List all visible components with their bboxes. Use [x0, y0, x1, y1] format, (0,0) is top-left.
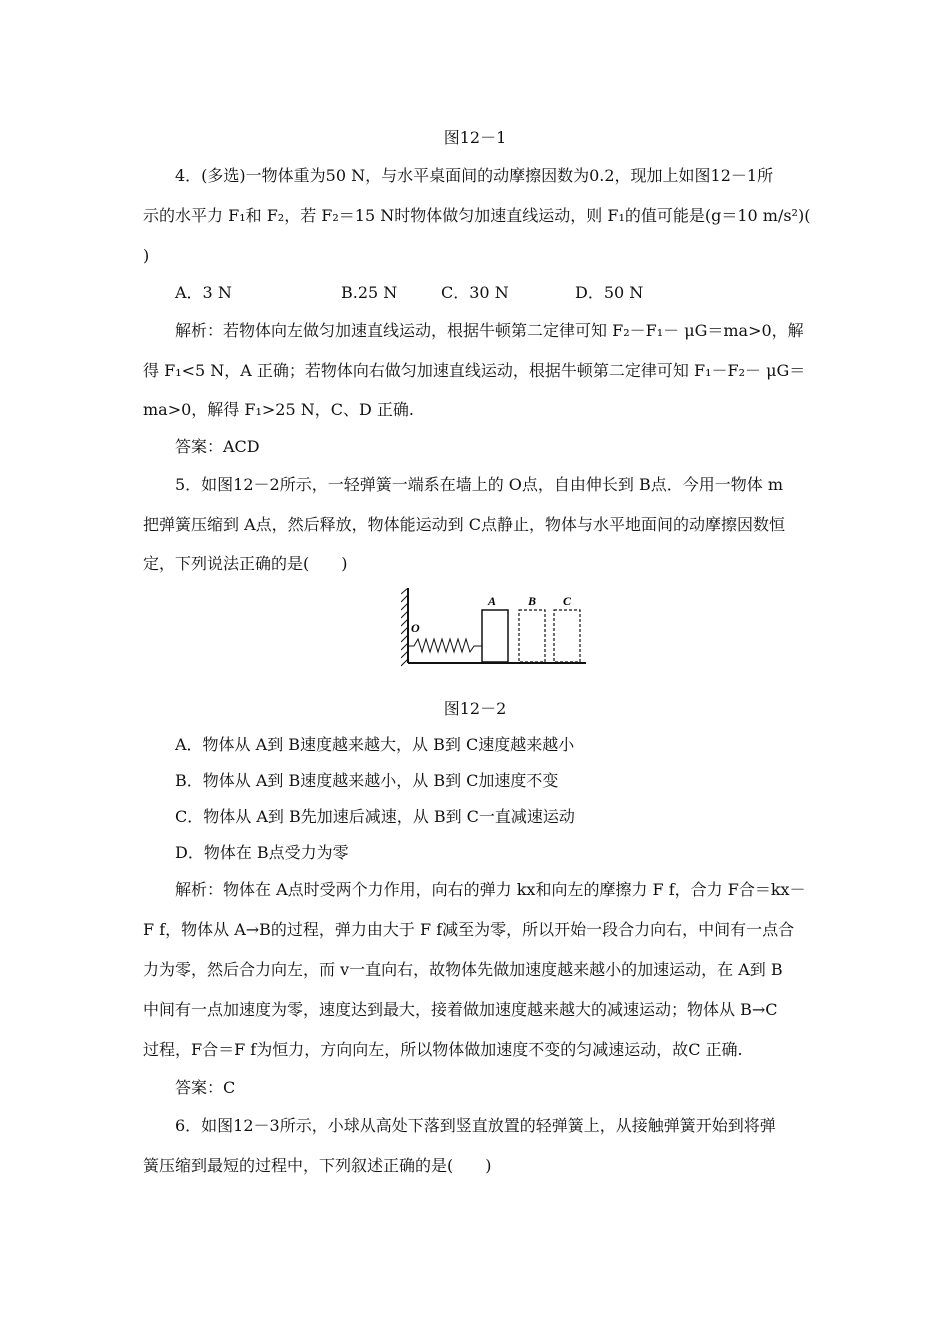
spring [409, 639, 482, 652]
q5-option-c: C．物体从 A到 B先加速后减速，从 B到 C一直减速运动 [175, 807, 575, 826]
q4-answer: 答案：ACD [175, 437, 260, 456]
wall-hatching [401, 588, 408, 666]
q5-analysis-line-5: 过程，F合＝F f为恒力，方向向左，所以物体做加速度不变的匀减速运动，故C 正确. [143, 1040, 743, 1059]
spring-diagram-svg [401, 588, 587, 668]
q4-stem-line-1: 4．(多选)一物体重为50 N，与水平桌面间的动摩擦因数为0.2，现加上如图12－1所 [175, 166, 774, 185]
q4-option-c: C．30 N [441, 283, 509, 302]
q4-option-d: D．50 N [575, 283, 644, 302]
q4-stem-line-2: 示的水平力 F₁和 F₂，若 F₂＝15 N时物体做匀加速直线运动，则 F₁的值可能是(g＝10 m/s²)( [143, 206, 811, 225]
q5-answer: 答案：C [175, 1078, 236, 1097]
block-b-dashed [519, 610, 545, 662]
label-c: C [563, 594, 572, 608]
q4-option-a: A．3 N [175, 283, 232, 302]
q5-stem-line-3: 定，下列说法正确的是( ) [143, 554, 348, 573]
block-a [482, 610, 508, 662]
label-o: O [411, 621, 420, 635]
label-b: B [528, 594, 537, 608]
q4-analysis-line-2: 得 F₁<5 N，A 正确；若物体向右做匀加速直线运动，根据牛顿第二定律可知 F₁－F₂－ μG＝ [143, 361, 806, 380]
q4-option-b: B.25 N [341, 283, 398, 302]
q5-analysis-line-1: 解析：物体在 A点时受两个力作用，向右的弹力 kx和向左的摩擦力 F f，合力 F合＝kx－ [175, 880, 806, 899]
q4-analysis-line-1: 解析：若物体向左做匀加速直线运动，根据牛顿第二定律可知 F₂－F₁－ μG＝ma>0，解 [175, 321, 804, 340]
q5-stem-line-2: 把弹簧压缩到 A点，然后释放，物体能运动到 C点静止，物体与水平地面间的动摩擦因数恒 [143, 515, 785, 534]
q6-stem-line-2: 簧压缩到最短的过程中，下列叙述正确的是( ) [143, 1156, 492, 1175]
q5-analysis-line-4: 中间有一点加速度为零，速度达到最大，接着做加速度越来越大的减速运动；物体从 B→C [143, 1000, 778, 1019]
q5-option-a: A．物体从 A到 B速度越来越大，从 B到 C速度越来越小 [175, 735, 575, 754]
block-c-dashed [554, 610, 580, 662]
q5-analysis-line-3: 力为零，然后合力向左，而 v一直向右，故物体先做加速度越来越小的加速运动，在 A到 B [143, 960, 783, 979]
label-a: A [488, 594, 497, 608]
figure-12-1-caption: 图12－1 [443, 128, 507, 147]
q4-options [175, 283, 815, 303]
q4-analysis-line-3: ma>0，解得 F₁>25 N，C、D 正确. [143, 400, 414, 419]
q5-stem-line-1: 5．如图12－2所示，一轻弹簧一端系在墙上的 O点，自由伸长到 B点．今用一物体 m [175, 475, 784, 494]
figure-12-2-spring-diagram [401, 588, 587, 668]
q4-stem-line-3: ) [143, 246, 150, 265]
q5-analysis-line-2: F f，物体从 A→B的过程，弹力由大于 F f减至为零，所以开始一段合力向右，中间有一点合 [143, 920, 795, 939]
figure-12-2-caption: 图12－2 [443, 699, 507, 718]
q5-option-d: D．物体在 B点受力为零 [175, 843, 349, 862]
q6-stem-line-1: 6．如图12－3所示，小球从高处下落到竖直放置的轻弹簧上，从接触弹簧开始到将弹 [175, 1116, 776, 1135]
q5-option-b: B．物体从 A到 B速度越来越小，从 B到 C加速度不变 [175, 771, 559, 790]
